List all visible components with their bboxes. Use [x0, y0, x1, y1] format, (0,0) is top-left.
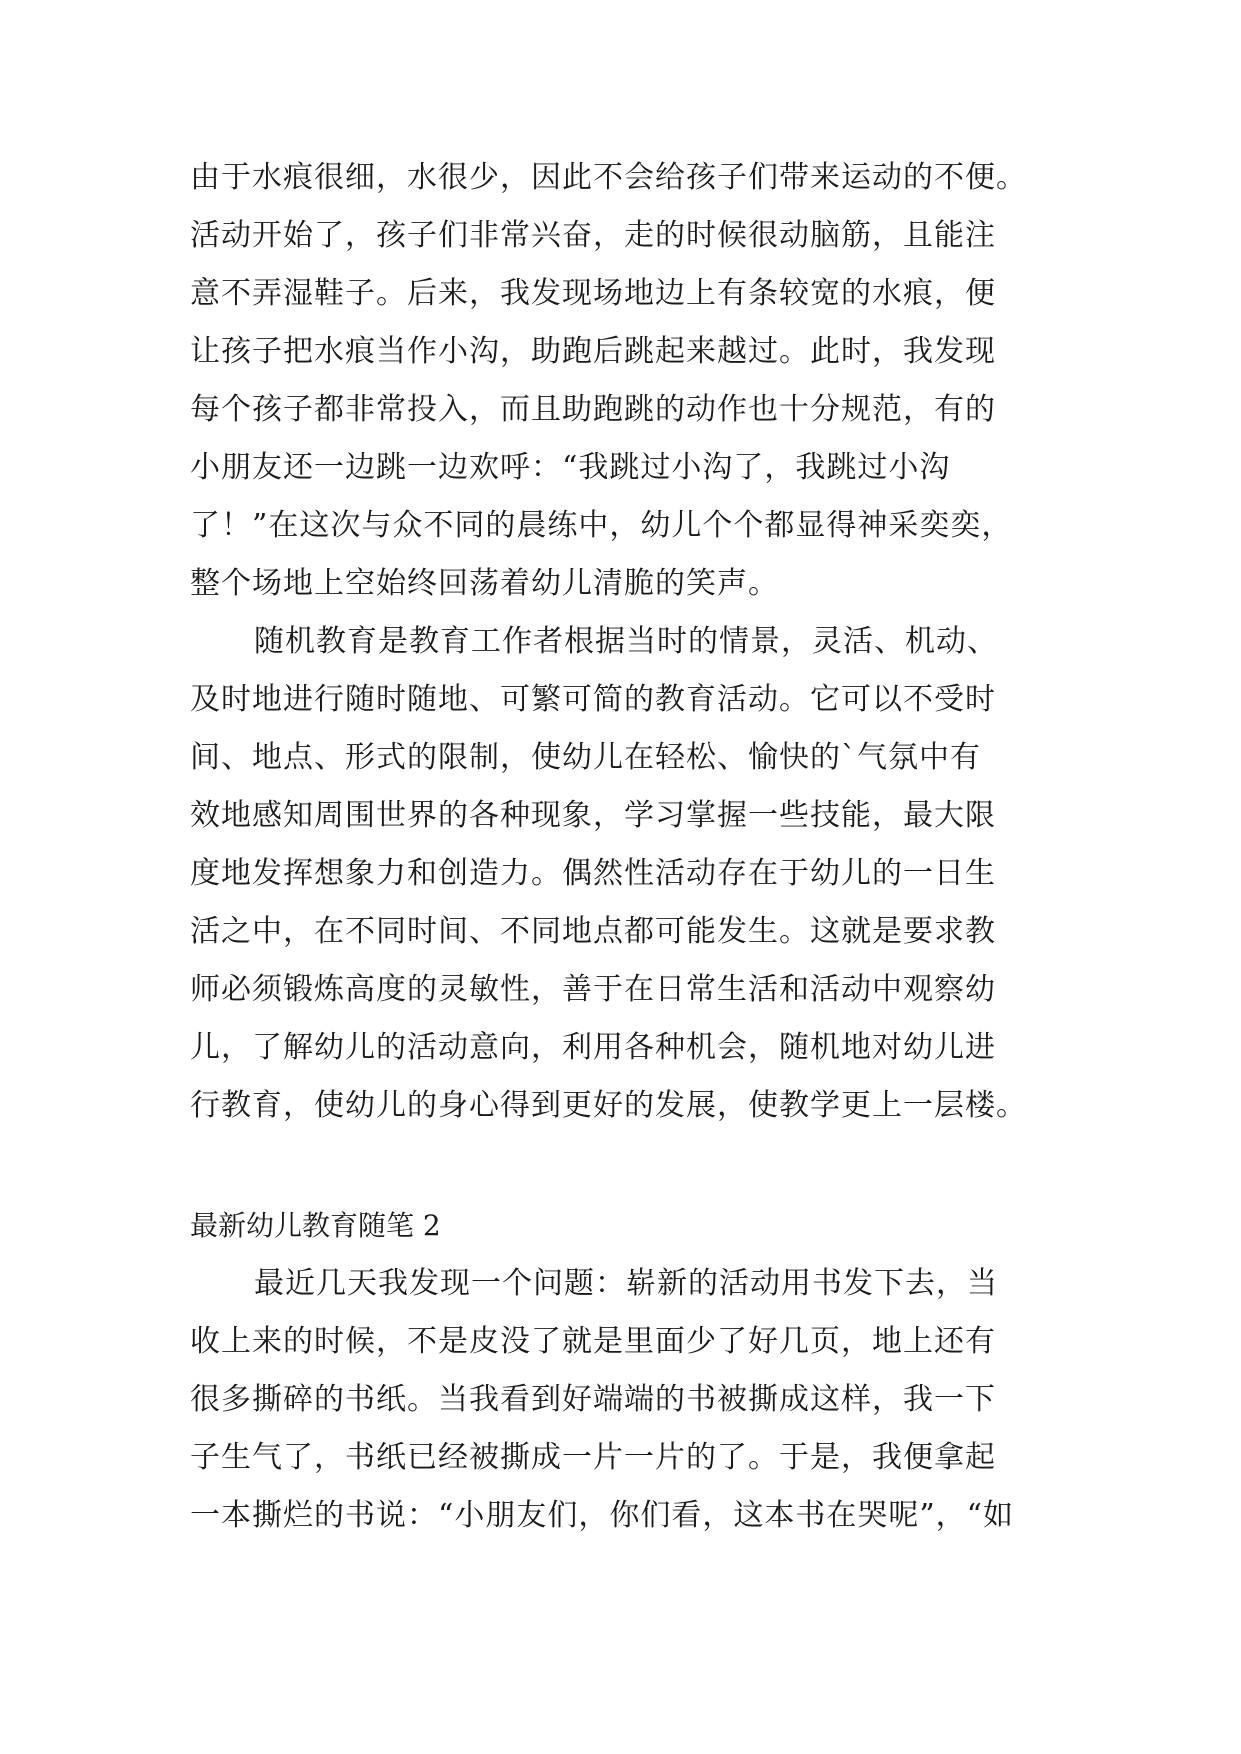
paragraph-3-line-1: 最近几天我发现一个问题：崭新的活动用书发下去，当: [254, 1266, 998, 1301]
paragraph-1-line-3: 意不弄湿鞋子。后来，我发现场地边上有条较宽的水痕，便: [190, 276, 996, 311]
paragraph-1-line-8: 整个场地上空始终回荡着幼儿清脆的笑声。: [190, 566, 779, 601]
paragraph-2-line-6: 活之中，在不同时间、不同地点都可能发生。这就是要求教: [190, 914, 996, 949]
paragraph-2-line-8: 儿，了解幼儿的活动意向，利用各种机会，随机地对幼儿进: [190, 1030, 996, 1065]
paragraph-1-line-7: 了！”在这次与众不同的晨练中，幼儿个个都显得神采奕奕，: [190, 508, 1013, 543]
paragraph-2-line-4: 效地感知周围世界的各种现象，学习掌握一些技能，最大限: [190, 798, 996, 833]
paragraph-2-line-5: 度地发挥想象力和创造力。偶然性活动存在于幼儿的一日生: [190, 856, 996, 891]
paragraph-2-line-3: 间、地点、形式的限制，使幼儿在轻松、愉快的`气氛中有: [190, 740, 981, 775]
paragraph-3-line-5: 一本撕烂的书说：“小朋友们，你们看，这本书在哭呢”，“如: [190, 1498, 1015, 1533]
paragraph-2-line-7: 师必须锻炼高度的灵敏性，善于在日常生活和活动中观察幼: [190, 972, 996, 1007]
paragraph-3-line-2: 收上来的时候，不是皮没了就是里面少了好几页，地上还有: [190, 1324, 996, 1359]
paragraph-2-line-1: 随机教育是教育工作者根据当时的情景，灵活、机动、: [254, 624, 998, 659]
paragraph-3-line-3: 很多撕碎的书纸。当我看到好端端的书被撕成这样，我一下: [190, 1382, 996, 1417]
paragraph-2-line-9: 行教育，使幼儿的身心得到更好的发展，使教学更上一层楼。: [190, 1088, 1027, 1123]
paragraph-1-line-6: 小朋友还一边跳一边欢呼：“我跳过小沟了，我跳过小沟: [190, 450, 951, 485]
paragraph-2-line-2: 及时地进行随时随地、可繁可简的教育活动。它可以不受时: [190, 682, 996, 717]
paragraph-1-line-2: 活动开始了，孩子们非常兴奋，走的时候很动脑筋，且能注: [190, 218, 996, 253]
paragraph-1-line-4: 让孩子把水痕当作小沟，助跑后跳起来越过。此时，我发现: [190, 334, 996, 369]
paragraph-3-line-4: 子生气了，书纸已经被撕成一片一片的了。于是，我便拿起: [190, 1440, 996, 1475]
paragraph-1-line-1: 由于水痕很细，水很少，因此不会给孩子们带来运动的不便。: [190, 160, 1027, 195]
section-heading: 最新幼儿教育随笔 2: [190, 1209, 441, 1242]
paragraph-1-line-5: 每个孩子都非常投入，而且助跑跳的动作也十分规范，有的: [190, 392, 996, 427]
